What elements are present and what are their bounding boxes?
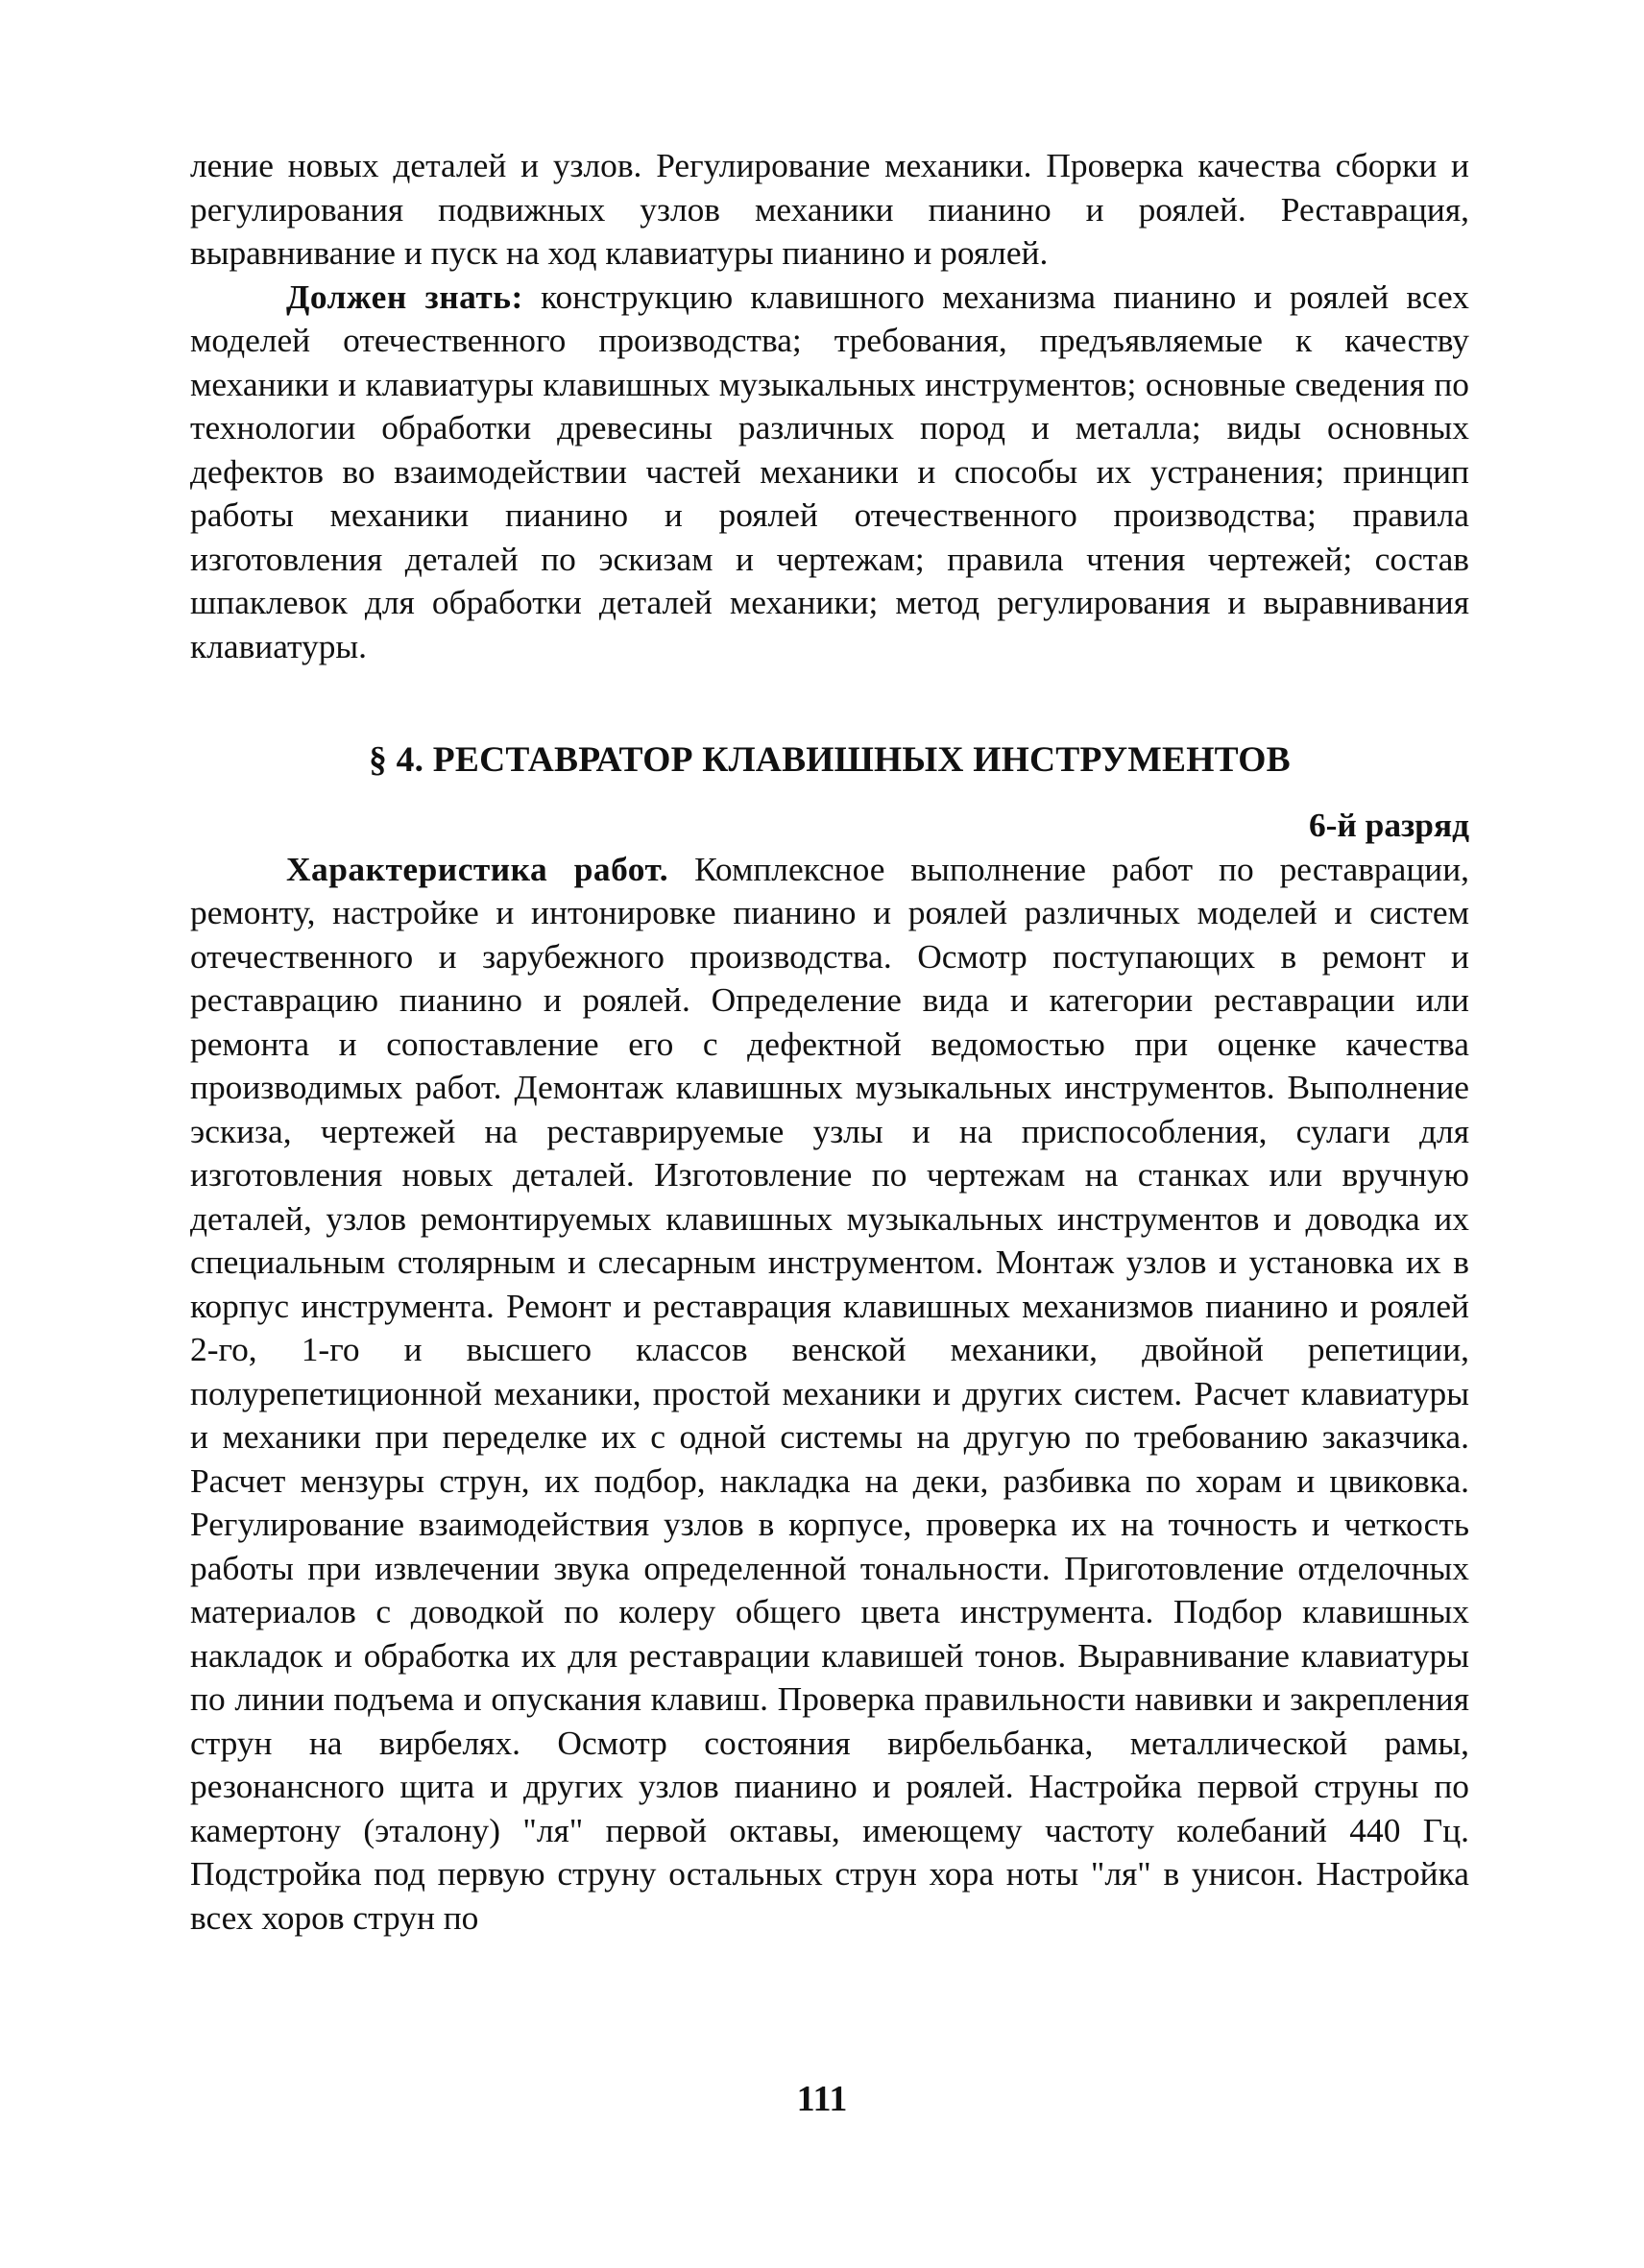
must-know-text: конструкцию клавишного механизма пианино и роялей всех моделей отечественного производства; требования, предъявляемые к качеству механики и клавиатуры клавишных музыкальных инструментов; основные сведения по технологии обработки древесины различных пород и металла; виды основных дефектов во взаимодействии частей механики и способы их устранения; принцип работы механики пианино и роялей отечественного производства; правила изготовления деталей по эскизам и чертежам; правила чтения чертежей; состав шпаклевок для обработки деталей механики; метод регулирования и выравнивания клавиатуры.: [190, 277, 1469, 665]
work-characteristics-text: Комплексное выполнение работ по реставрации, ремонту, настройке и интонировке пианино и роялей различных моделей и систем отечественного и зарубежного производства. Осмотр поступающих в ремонт и реставрацию пианино и роялей. Определение вида и категории реставрации или ремонта и сопоставление его с дефектной ведомостью при оценке качества производимых работ. Демонтаж клавишных музыкальных инструментов. Выполнение эскиза, чертежей на реставрируемые узлы и на приспособления, сулаги для изготовления новых деталей. Изготовление по чертежам на станках или вручную деталей, узлов ремонтируемых клавишных музыкальных инструментов и доводка их специальным столярным и слесарным инструментом. Монтаж узлов и установка их в корпус инструмента. Ремонт и реставрация клавишных механизмов пианино и роялей 2-го, 1-го и высшего классов венской механики, двойной репетиции, полурепетиционной механики, простой механики и других систем. Расчет клавиатуры и механики при переделке их с одной системы на другую по требованию заказчика. Расчет мензуры струн, их подбор, накладка на деки, разбивка по хорам и цвиковка. Регулирование взаимодействия узлов в корпусе, проверка их на точность и четкость работы при извлечении звука определенной тональности. Приготовление отделочных материалов с доводкой по колеру общего цвета инструмента. Подбор клавишных накладок и обработка их для реставрации клавишей тонов. Выравнивание клавиатуры по линии подъема и опускания клавиш. Проверка правильности навивки и закрепления струн на вирбелях. Осмотр состояния вирбельбанка, металлической рамы, резонансного щита и других узлов пианино и роялей. Настройка первой струны по камертону (эталону) "ля" первой октавы, имеющему частоту колебаний 440 Гц. Подстройка под первую струну остальных струн хора ноты "ля" в унисон. Настройка всех хоров струн по: [190, 849, 1469, 1937]
must-know-lead: Должен знать:: [286, 277, 523, 316]
work-characteristics-lead: Характеристика работ.: [286, 849, 669, 888]
page-body: [190, 144, 1469, 1940]
grade-label: 6-й разряд: [1308, 806, 1469, 844]
work-characteristics-paragraph: [190, 848, 1469, 1941]
section-heading: § 4. РЕСТАВРАТОР КЛАВИШНЫХ ИНСТРУМЕНТОВ: [369, 740, 1291, 780]
must-know-paragraph: [190, 276, 1469, 669]
intro-continuation-paragraph: ление новых деталей и узлов. Регулирование механики. Проверка качества сборки и регулирования подвижных узлов механики пианино и роялей. Реставрация, выравнивание и пуск на ход клавиатуры пианино и роялей.: [190, 146, 1469, 272]
page-number: 111: [796, 2079, 848, 2119]
